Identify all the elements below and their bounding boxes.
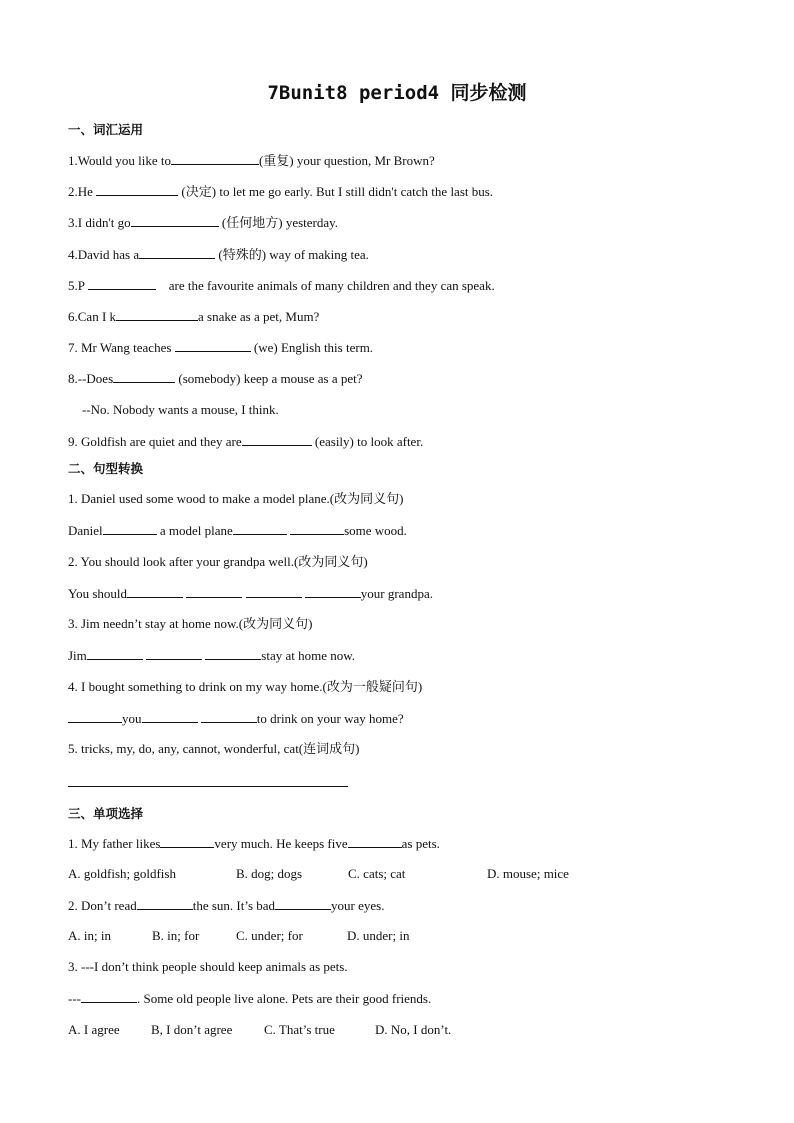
section-heading-sentence-transform: 二、句型转换 [68, 461, 144, 476]
answer-blank[interactable] [146, 647, 202, 660]
vocab-question-8: 8.--Does (somebody) keep a mouse as a pet? [68, 371, 363, 386]
vocab-question-3: 3.I didn't go (任何地方) yesterday. [68, 215, 339, 230]
answer-blank[interactable] [246, 585, 302, 598]
choice-option-a[interactable]: A. in; in [68, 928, 111, 943]
choice-option-d[interactable]: D. No, I don’t. [375, 1022, 452, 1037]
answer-blank[interactable] [87, 647, 143, 660]
choice-option-c[interactable]: C. under; for [236, 928, 303, 943]
answer-line[interactable] [68, 774, 348, 787]
answer-blank[interactable] [160, 835, 214, 848]
answer-blank[interactable] [242, 433, 312, 446]
answer-blank[interactable] [81, 990, 137, 1003]
choice-option-d[interactable]: D. under; in [347, 928, 410, 943]
vocab-question-6: 6.Can I k a snake as a pet, Mum? [68, 309, 320, 324]
answer-blank[interactable] [348, 835, 402, 848]
answer-blank[interactable] [142, 710, 198, 723]
answer-blank[interactable] [113, 370, 175, 383]
answer-blank[interactable] [171, 152, 259, 165]
transform-question-5: 5. tricks, my, do, any, cannot, wonderful, cat(连词成句) [68, 741, 360, 756]
section-heading-multiple-choice: 三、单项选择 [68, 806, 144, 821]
transform-answer-1: Daniel a model plane some wood. [68, 523, 407, 538]
transform-answer-3: Jim stay at home now. [68, 648, 356, 663]
choice-option-b[interactable]: B. dog; dogs [236, 866, 303, 881]
answer-blank[interactable] [139, 246, 215, 259]
choice-question-3-reply: --- . Some old people live alone. Pets are their good friends. [68, 991, 432, 1006]
choice-question-1: 1. My father likes very much. He keeps five as pets. [68, 836, 440, 851]
transform-question-3: 3. Jim needn’t stay at home now.(改为同义句) [68, 616, 313, 631]
transform-answer-2: You should your grandpa. [68, 586, 433, 601]
vocab-question-2: 2.He (决定) to let me go early. But I still didn't catch the last bus. [68, 184, 494, 199]
choice-option-c[interactable]: C. cats; cat [348, 866, 406, 881]
answer-blank[interactable] [205, 647, 261, 660]
transform-question-4: 4. I bought something to drink on my way home.(改为一般疑问句) [68, 679, 423, 694]
choice-option-a[interactable]: A. I agree [68, 1022, 120, 1037]
answer-blank[interactable] [290, 522, 344, 535]
answer-blank[interactable] [103, 522, 157, 535]
vocab-question-1: 1.Would you like to (重复) your question, Mr Brown? [68, 153, 435, 168]
answer-blank[interactable] [275, 897, 331, 910]
answer-blank[interactable] [305, 585, 361, 598]
choice-question-3: 3. ---I don’t think people should keep animals as pets. [68, 959, 348, 974]
choice-option-b[interactable]: B, I don’t agree [151, 1022, 233, 1037]
answer-blank[interactable] [116, 308, 198, 321]
answer-blank[interactable] [127, 585, 183, 598]
choice-option-c[interactable]: C. That’s true [264, 1022, 335, 1037]
choice-option-b[interactable]: B. in; for [152, 928, 200, 943]
transform-question-2: 2. You should look after your grandpa well.(改为同义句) [68, 554, 368, 569]
answer-blank[interactable] [137, 897, 193, 910]
transform-answer-4: you to drink on your way home? [68, 710, 404, 727]
section-heading-vocabulary: 一、词汇运用 [68, 122, 144, 137]
answer-blank[interactable] [88, 277, 156, 290]
vocab-question-9: 9. Goldfish are quiet and they are (easily) to look after. [68, 434, 424, 449]
transform-question-1: 1. Daniel used some wood to make a model plane.(改为同义句) [68, 491, 404, 506]
vocab-question-7: 7. Mr Wang teaches (we) English this term. [68, 340, 374, 355]
answer-blank[interactable] [96, 183, 178, 196]
vocab-question-5: 5.P are the favourite animals of many children and they can speak. [68, 278, 495, 293]
answer-blank[interactable] [186, 585, 242, 598]
answer-blank[interactable] [131, 214, 219, 227]
answer-blank[interactable] [233, 522, 287, 535]
choice-option-d[interactable]: D. mouse; mice [487, 866, 569, 881]
choice-question-2: 2. Don’t read the sun. It’s bad your eyes. [68, 898, 385, 913]
page-title: 7Bunit8 period4 同步检测 [267, 82, 527, 104]
answer-blank[interactable] [201, 710, 257, 723]
answer-blank[interactable] [175, 339, 251, 352]
choice-option-a[interactable]: A. goldfish; goldfish [68, 866, 176, 881]
vocab-question-8-reply: --No. Nobody wants a mouse, I think. [82, 402, 279, 417]
vocab-question-4: 4.David has a (特殊的) way of making tea. [68, 247, 369, 262]
answer-blank[interactable] [68, 710, 122, 723]
